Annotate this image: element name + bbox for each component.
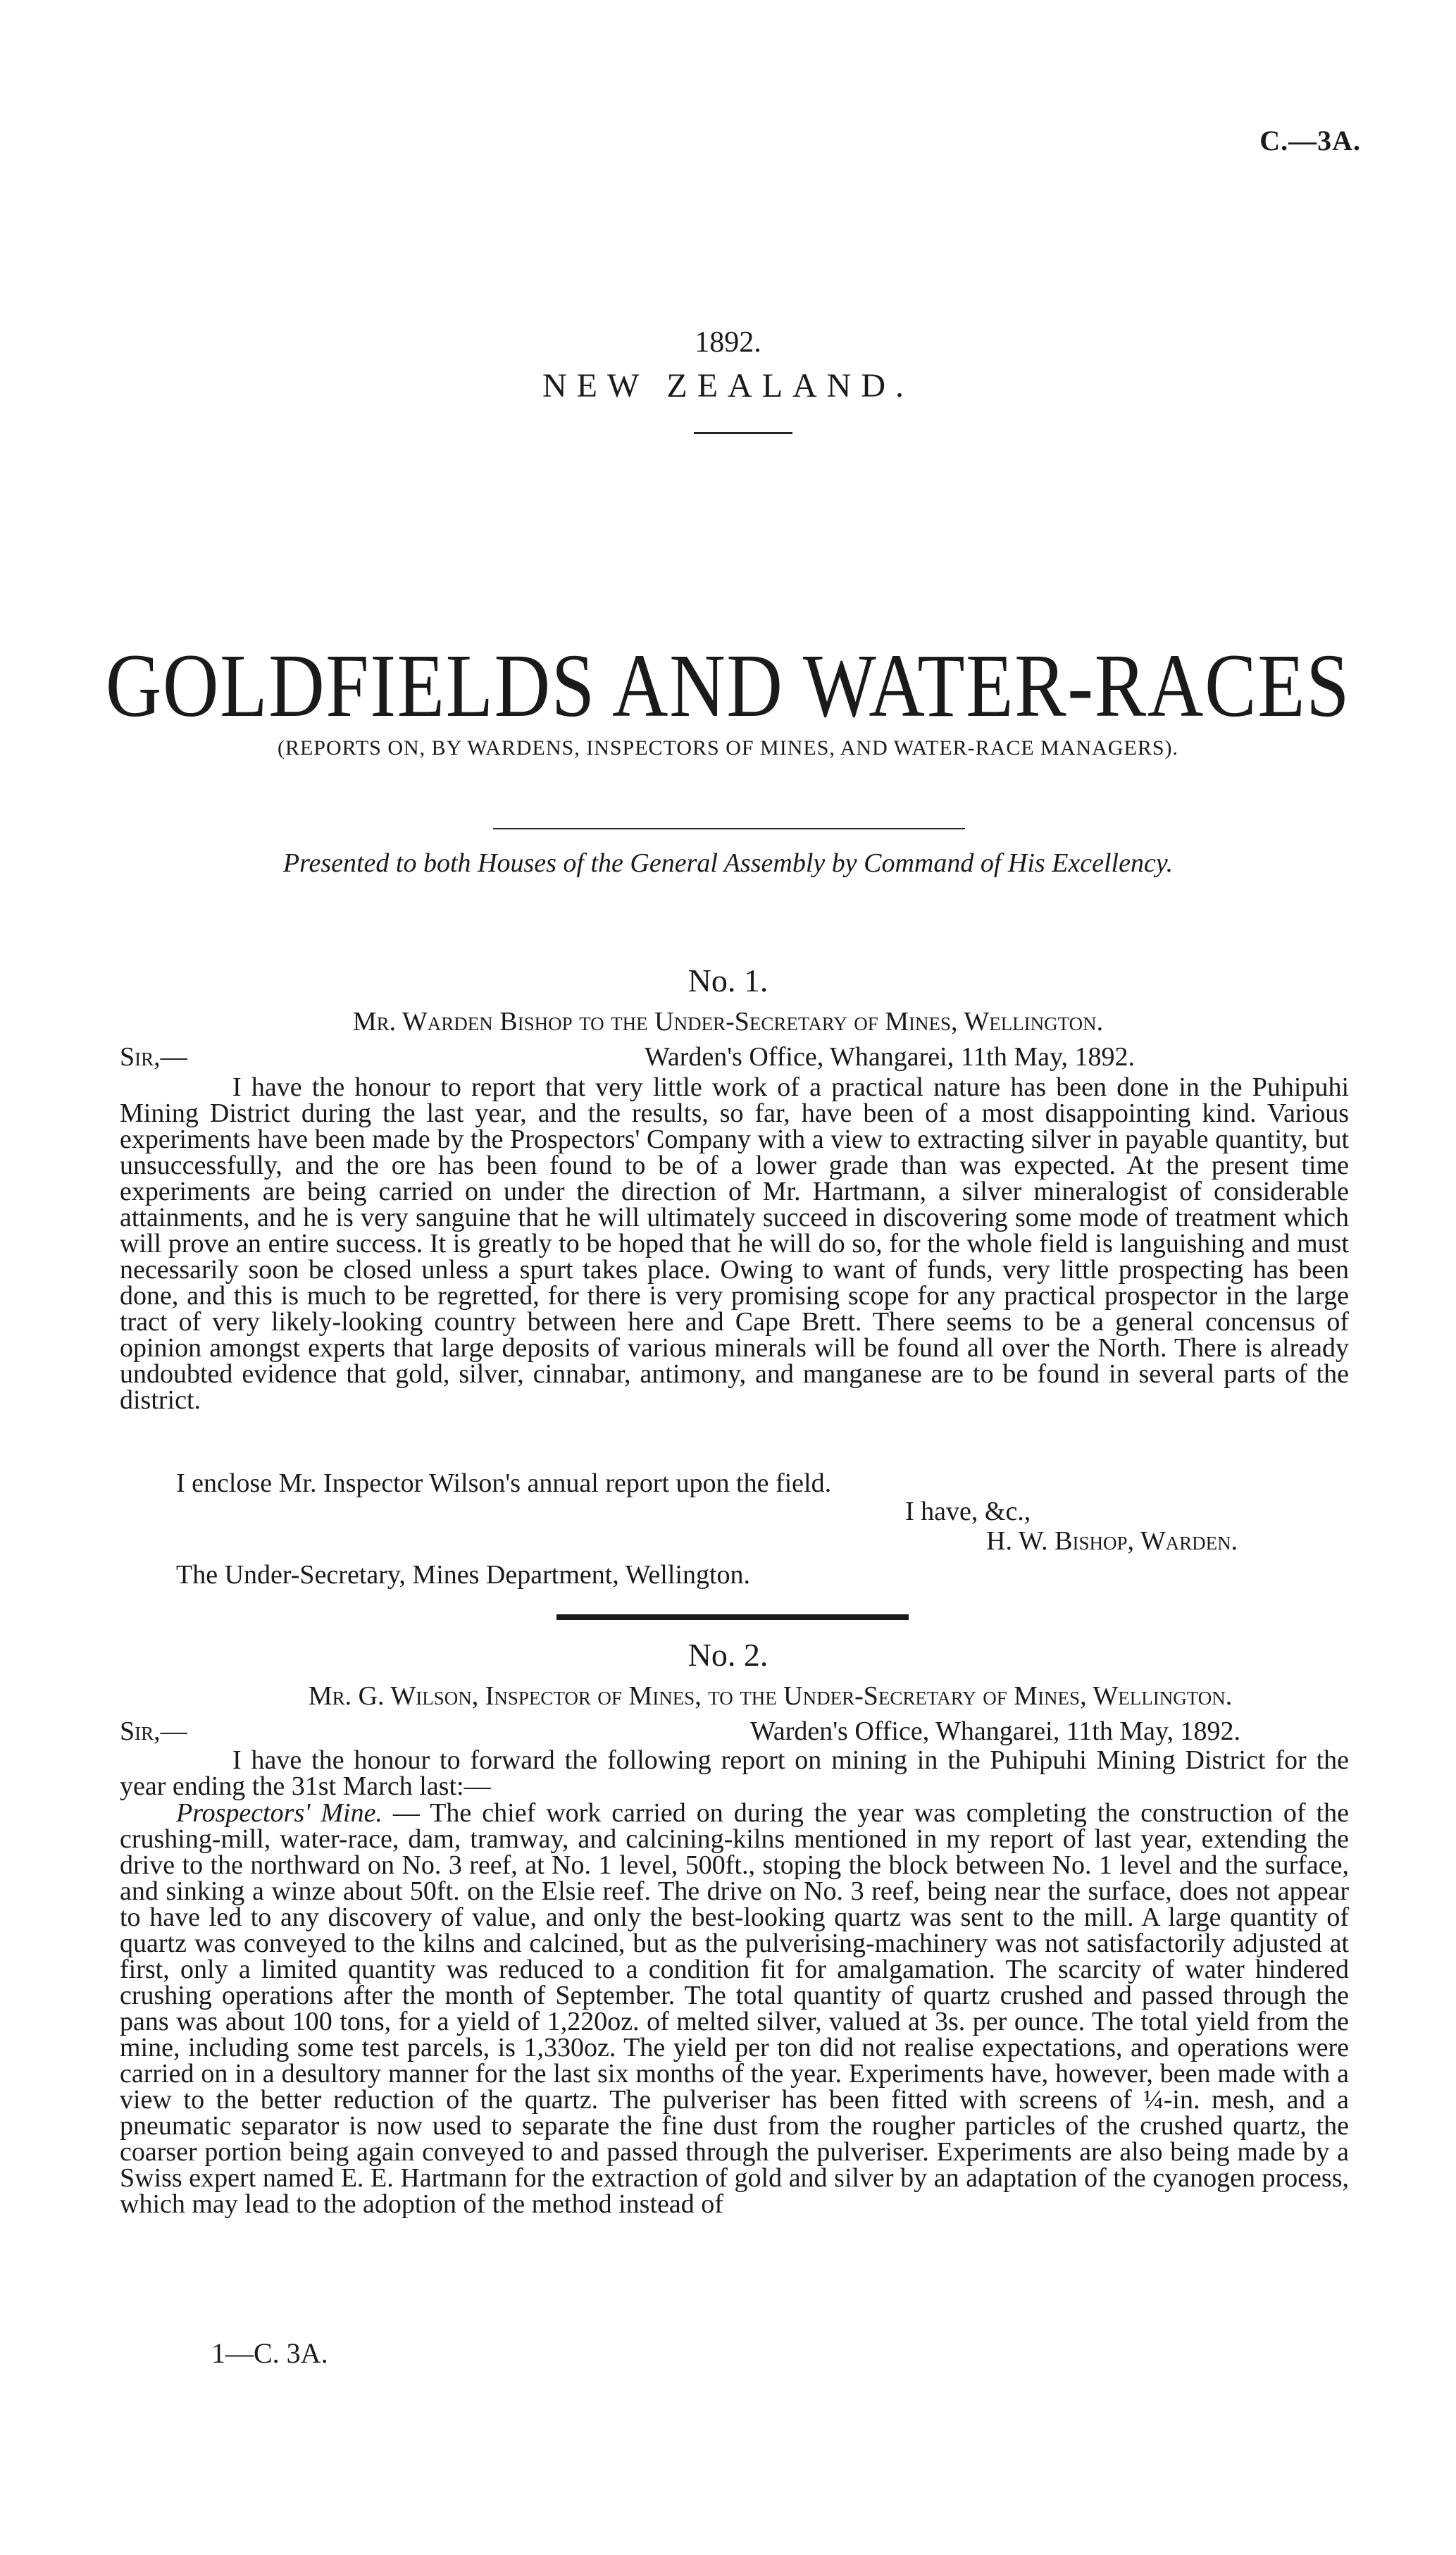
doc1-closing: I have, &c., [905,1497,1031,1526]
doc1-paragraph: I have the honour to report that very little work of a practical nature has been done in the Puhipuhi Mining District during the last year, and the results, so far, have been of a most disappointing kind. Various experiments have been made by the Prospectors' Company with a view to extracting silver in payable quantity, but unsuccessfully, and the ore has been found to be of a lower grade than was expected. At the present time experiments are being carried on under the direction of Mr. Hartmann, a silver mineralogist of considerable attainments, and he is very sanguine that he will ultimately succeed in discovering some mode of treatment which will prove an entire success. It is greatly to be hoped that he will do so, for the whole field is languishing and must necessarily soon be closed unless a spurt takes place. Owing to want of funds, very little prospecting has been done, and this is much to be regretted, for there is very promising scope for any practical prospector in the large tract of very likely-looking country between here and Cape Brett. There seems to be a general concensus of opinion amongst experts that large deposits of various minerals will be found all over the North. There is already undoubted evidence that gold, silver, cinnabar, antimony, and manganese are to be found in several parts of the district. [120,1072,1349,1415]
divider [493,828,965,829]
page-footer-ref: 1—C. 3A. [211,2337,328,2369]
section-body: — The chief work carried on during the year was completing the construction of the crushing-mill, water-race, dam, tramway, and calcining-kilns mentioned in my report of last year, extending the drive to the northward on No. 3 reef, at No. 1 level, 500ft., stoping the block between No. 1 level and the surface, and sinking a winze about 50ft. on the Elsie reef. The drive on No. 3 reef, being near the surface, does not appear to have led to any discovery of value, and only the best-looking quartz was sent to the mill. A large quantity of quartz was conveyed to the kilns and calcined, but as the pulverising-machinery was not satisfactorily adjusted at first, only a limited quantity was reduced to a condition fit for amalgamation. The scarcity of water hindered crushing operations after the month of September. The total quantity of quartz crushed and passed through the pans was about 100 tons, for a yield of 1,220oz. of melted silver, valued at 3s. per ounce. The total yield from the mine, including some test parcels, is 1,330oz. The yield per ton did not realise expectations, and operations were carried on in a desultory manner for the last six months of the year. Experiments have, however, been made with a view to the better reduction of the quartz. The pulveriser has been fitted with screens of ¼-in. mesh, and a pneumatic separator is now used to separate the fine dust from the rougher particles of the crushed quartz, the coarser portion being again conveyed to and passed through the pulveriser. Experiments are also being made by a Swiss expert named E. E. Hartmann for the extraction of gold and silver by an adaptation of the cyanogen process, which may lead to the adoption of the method instead of [120,1798,1349,2219]
doc1-salutation: Sir,— [120,1042,187,1072]
doc1-addressee: Mr. Warden Bishop to the Under-Secretary of Mines, Wellington. [352,1007,1104,1037]
doc1-number: No. 1. [687,963,769,998]
section-divider [556,1614,909,1620]
presented-line: Presented to both Houses of the General Assembly by Command of His Excellency. [282,848,1174,878]
doc1-enclose: I enclose Mr. Inspector Wilson's annual report upon the field. [176,1468,832,1498]
short-divider [694,432,792,434]
doc2-salutation: Sir,— [120,1716,187,1746]
report-subtitle: (REPORTS ON, BY WARDENS, INSPECTORS OF MINES, AND WATER-RACE MANAGERS). [277,736,1179,760]
doc2-section [120,1800,1349,2308]
doc1-dateline: Warden's Office, Whangarei, 11th May, 1892. [645,1042,1135,1072]
doc1-signature: H. W. Bishop, Warden. [986,1526,1238,1556]
doc2-addressee: Mr. G. Wilson, Inspector of Mines, to the Under-Secretary of Mines, Wellington. [308,1681,1233,1711]
document-reference: C.—3A. [1259,125,1361,156]
doc1-recipient: The Under-Secretary, Mines Department, Wellington. [176,1560,751,1590]
doc1-body [120,1072,1349,1469]
country: NEW ZEALAND. [542,367,914,404]
doc2-section-paragraph [120,1800,1349,2217]
section-label: Prospectors' Mine. [176,1798,382,1828]
year: 1892. [695,326,761,359]
report-title: GOLDFIELDS AND WATER-RACES [105,636,1351,736]
doc2-number: No. 2. [687,1637,769,1673]
doc2-intro [120,1747,1349,1800]
doc2-intro-paragraph: I have the honour to forward the following report on mining in the Puhipuhi Mining District for the year ending the 31st March last:— [120,1745,1349,1801]
doc2-dateline: Warden's Office, Whangarei, 11th May, 1892. [750,1716,1241,1746]
